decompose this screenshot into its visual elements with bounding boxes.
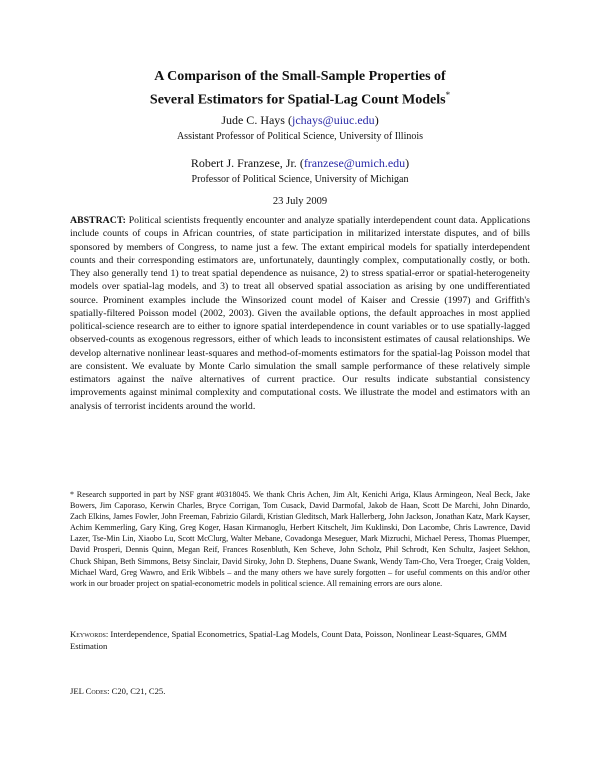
abstract [70,214,530,413]
abstract-label: ABSTRACT: [70,215,126,226]
abstract-text: Political scientists frequently encounter and analyze spatially interdependent count data. Applications include counts of coups in African countries, of state participation in militarized interstate disputes, and of bills sponsored by members of Congress, to name just a few. The extant empirical models for spatially interdependent counts and their corresponding estimators are, unfortunately, dauntingly complex, computationally costly, or both. They also generally tend 1) to treat spatial dependence as nuisance, 2) to stress spatial-error or spatial-heterogeneity models over spatial-lag models, and 3) to treat all observed spatial association as arising by one undifferentiated source. Prominent examples include the Winsorized count model of Kaiser and Cressie (1997) and Griffith's spatially-filtered Poisson model (2002, 2003). Given the available options, the default approaches in most applied political-science research are to either to ignore spatial interdependence in count variables or to use spatially-lagged observed-counts as exogenous regressors, either of which leads to inconsistent estimates of causal relationships. We develop alternative nonlinear least-squares and method-of-moments estimators for the spatial-lag Poisson model that are consistent. We evaluate by Monte Carlo simulation the small sample performance of these relatively simple estimators against the naïve alternatives of current practice. Our results indicate substantial consistency improvements against minimal complexity and computational costs. We illustrate the model and estimators with an analysis of terrorist incidents around the world. [70,215,531,412]
jel-label: JEL Codes: [70,686,110,696]
author-2: Robert J. Franzese, Jr. (franzese@umich.edu) [190,156,410,170]
author-1: Jude C. Hays (jchays@uiuc.edu) [221,113,379,127]
author-2-name: Robert J. Franzese, Jr. [190,156,297,170]
author-2-affiliation: Professor of Political Science, University of Michigan [191,174,409,185]
title-footnote: * Research supported in part by NSF grant #0318045. We thank Chris Achen, Jim Alt, Kenichi Ariga, Klaus Armingeon, Neal Beck, Jake Bowers, Jim Caporaso, Kerwin Charles, Bryce Corrigan, Tom Cusack, David Darmofal, Jakob de Haan, Scott De Marchi, John Dinardo, Zach Elkins, James Fowler, John Freeman, Fabrizio Gilardi, Kristian Gleditsch, Mark Hallerberg, John Jackson, Jonathan Katz, Mark Kayser, Achim Kemmerling, Gary King, Greg Koger, Hasan Kirmanoglu, Herbert Kitschelt, Jim Kuklinski, Don Lacombe, Chris Lawrence, David Lazer, Tse-Min Lin, Xiaobo Lu, Scott McClurg, Walter Mebane, Covadonga Meseguer, Mark Mizruchi, Michael Peress, Thomas Pluemper, David Prosperi, Dennis Quinn, Megan Reif, Frances Rosenbluth, Ken Scheve, John Scholz, Phil Schrodt, Ken Schultz, Jasjeet Sekhon, Chuck Shipan, Beth Simmons, Betsy Sinclair, David Siroky, John D. Stephens, Duane Swank, Wendy Tam-Cho, Vera Troeger, Craig Volden, Michael Ward, Greg Wawro, and Erik Wibbels – and the many others we have surely forgotten – for useful comments on this and/or other work in our broader project on spatial-econometric models in political science. All remaining errors are ours alone. [70,490,530,588]
jel-codes [70,686,530,696]
author-1-name: Jude C. Hays [221,113,285,127]
author-1-affiliation: Assistant Professor of Political Science, University of Illinois [176,131,424,142]
author-2-email[interactable]: franzese@umich.edu [303,156,406,170]
paper-title [0,68,600,110]
title-line-2 [0,86,600,110]
keywords-label: Keywords: [70,629,109,639]
keywords [70,629,530,653]
paper-date: 23 July 2009 [272,196,328,207]
title-footnote-mark: * [445,90,451,100]
author-1-email[interactable]: jchays@uiuc.edu [291,113,375,127]
keywords-text: Interdependence, Spatial Econometrics, Spatial-Lag Models, Count Data, Poisson, Nonlinear Least-Squares, GMM Estimation [70,629,508,651]
jel-text: C20, C21, C25. [111,686,166,696]
title-line-1: A Comparison of the Small-Sample Properties of [154,69,446,84]
title-line-2-text: Several Estimators for Spatial-Lag Count Models [149,92,446,108]
